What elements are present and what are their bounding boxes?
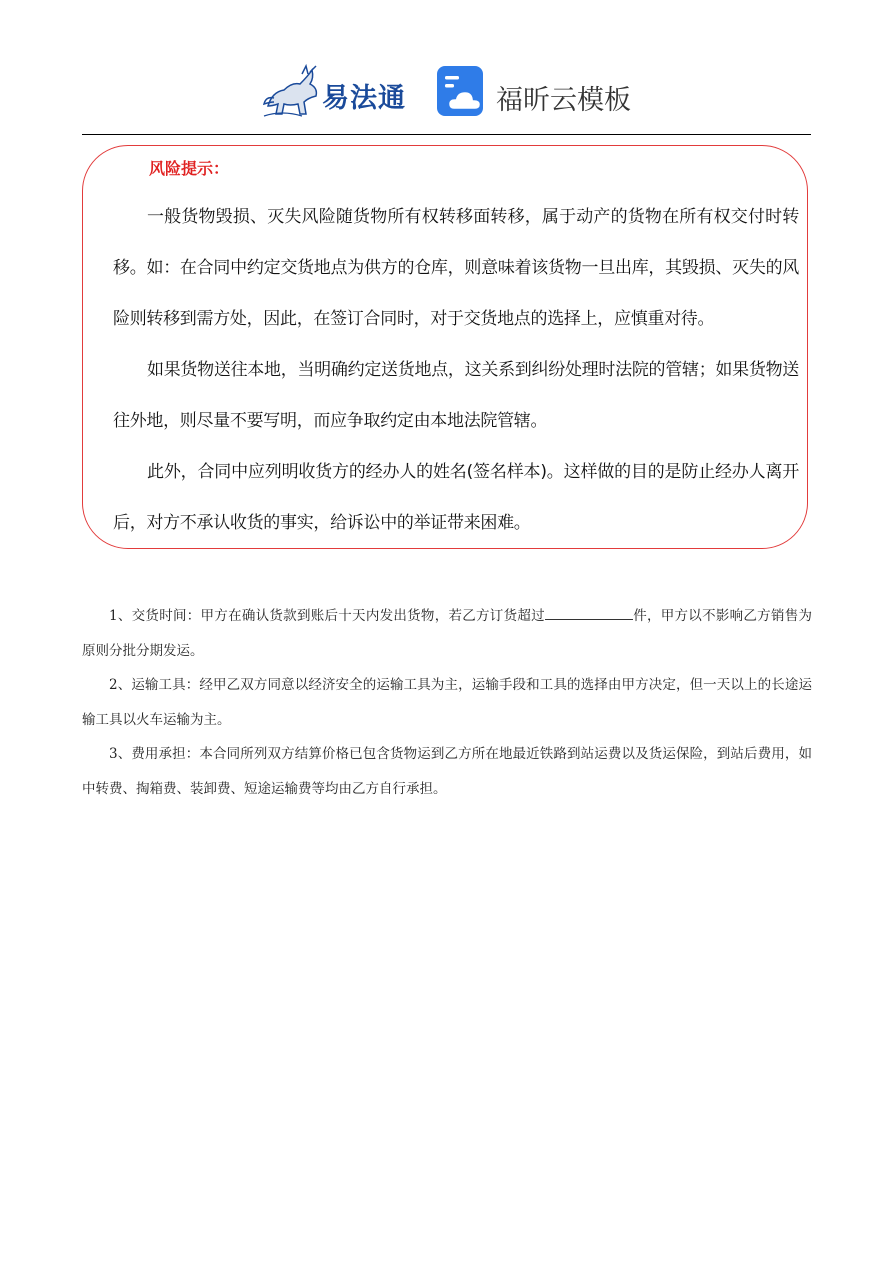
qilin-icon [262,62,322,118]
clause-text: 件，甲方以不影响乙方销售为原则分批分期发运。 [82,608,813,659]
risk-warning-box [82,145,808,549]
fuxin-logo [436,66,646,118]
risk-paragraph: 此外，合同中应列明收货方的经办人的姓名(签名样本)。这样做的目的是防止经办人离开后，对方不承认收货的事实，给诉讼中的举证带来困难。 [113,462,799,533]
risk-paragraph: 如果货物送往本地，当明确约定送货地点，这关系到纠纷处理时法院的管辖；如果货物送往外地，则尽量不要写明，而应争取约定由本地法院管辖。 [113,360,799,431]
fill-in-blank[interactable] [545,605,633,620]
clause-transport: 2、运输工具：经甲乙双方同意以经济安全的运输工具为主，运输手段和工具的选择由甲方决定，但一天以上的长途运输工具以火车运输为主。 [82,677,812,728]
clause-cost: 3、费用承担：本合同所列双方结算价格已包含货物运到乙方所在地最近铁路到站运费以及货运保险，到站后费用，如中转费、掏箱费、装卸费、短途运输费等均由乙方自行承担。 [82,746,812,797]
yifatong-logo [262,62,412,118]
contract-clauses [82,599,812,806]
risk-warning-title: 风险提示： [149,159,230,178]
clause-delivery-time [82,599,812,668]
risk-warning-body [113,192,799,549]
fuxin-logo-text: 福昕云模板 [496,85,631,116]
header-divider [82,134,811,135]
risk-paragraph: 一般货物毁损、灭失风险随货物所有权转移面转移，属于动产的货物在所有权交付时转移。如：在合同中约定交货地点为供方的仓库，则意味着该货物一旦出库，其毁损、灭失的风险则转移到需方处，因此，在签订合同时，对于交货地点的选择上，应慎重对待。 [113,207,799,329]
clause-text: 1、交货时间：甲方在确认货款到账后十天内发出货物，若乙方订货超过 [109,608,545,624]
yifatong-logo-text: 易法通 [322,83,406,114]
cloud-document-icon [436,66,488,118]
page-header [0,58,893,122]
